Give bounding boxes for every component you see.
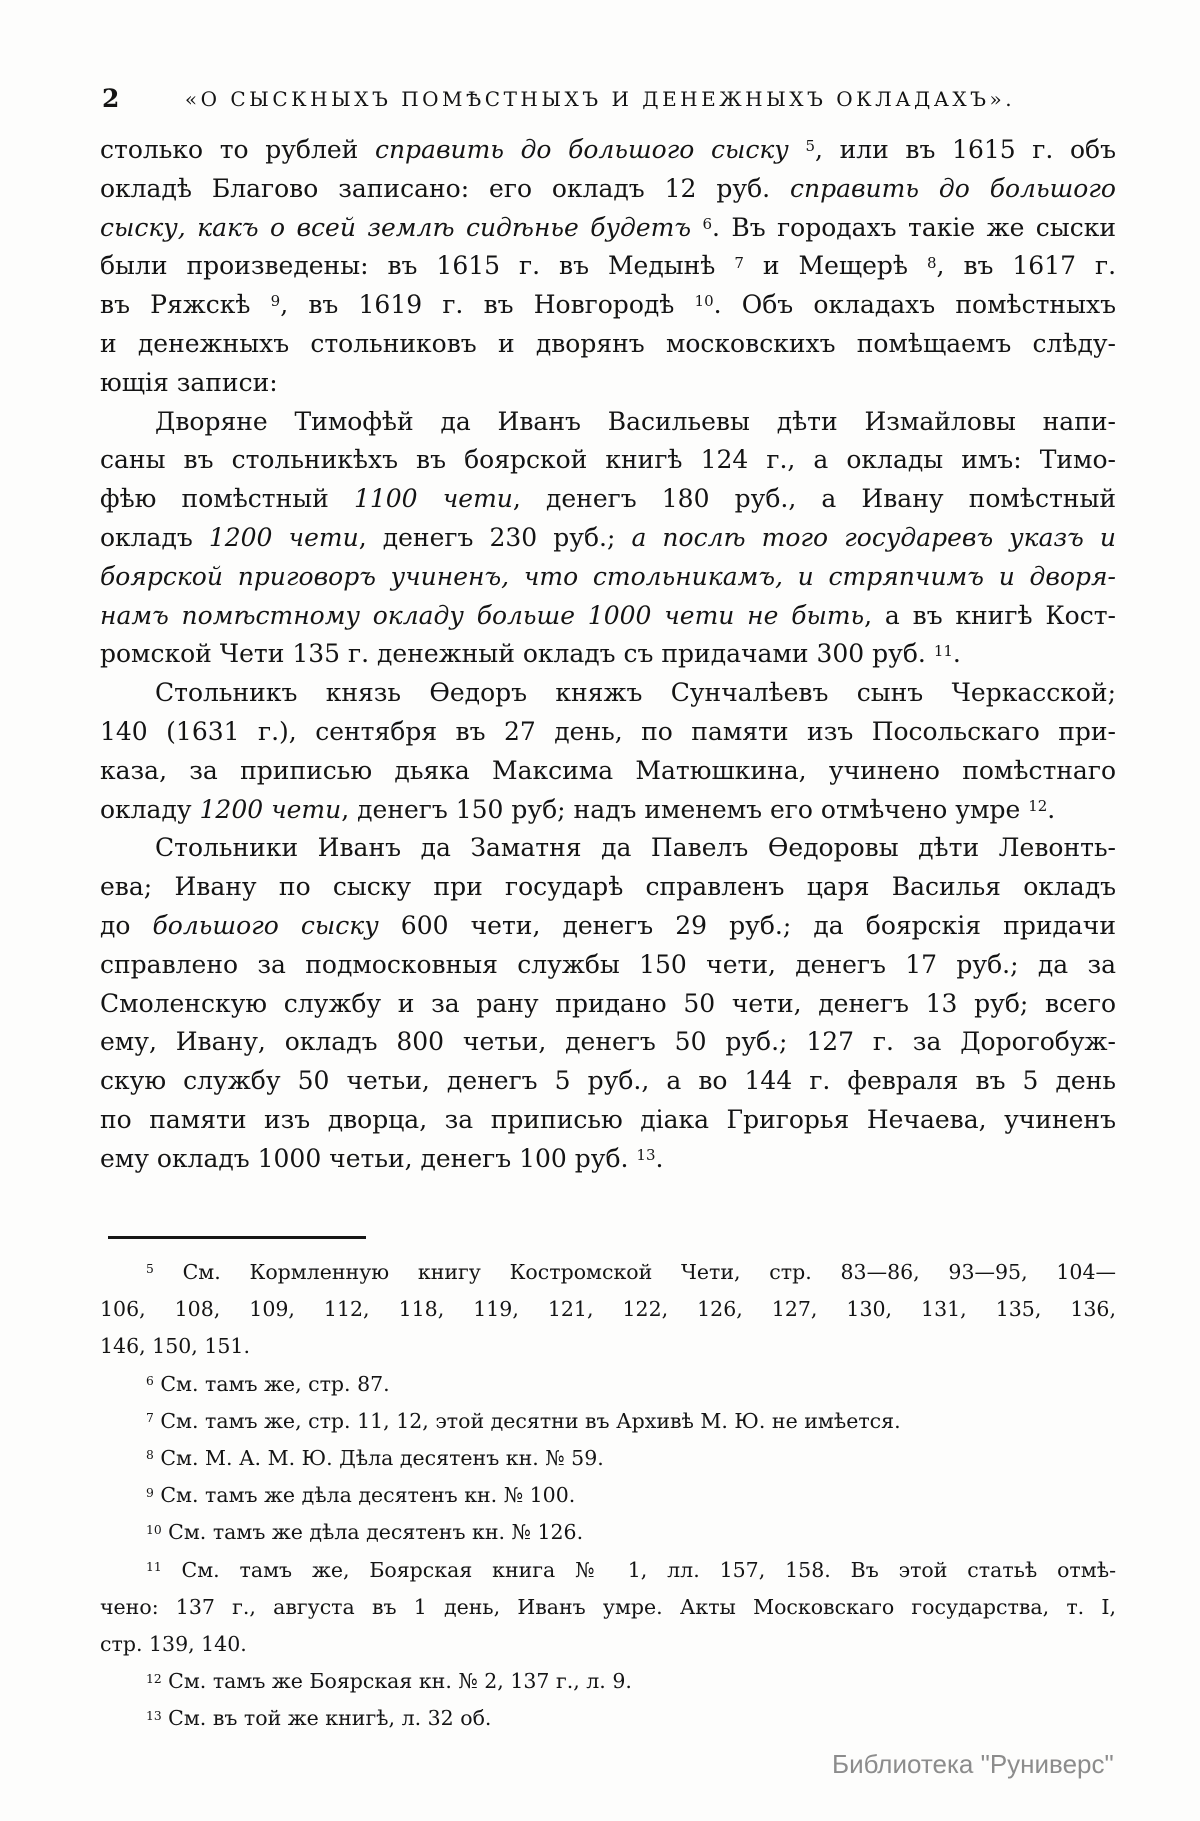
footnote — [100, 1552, 1116, 1664]
text-line — [100, 713, 1116, 752]
text-segment: справить до большого — [790, 173, 1116, 203]
footnote-line — [100, 1626, 1116, 1663]
text-line — [100, 946, 1116, 985]
text-line — [100, 325, 1116, 364]
running-header: «О СЫСКНЫХЪ ПОМѢСТНЫХЪ И ДЕНЕЖНЫХЪ ОКЛАДАХЪ». — [184, 87, 1016, 111]
footnote-ref: 11 — [933, 641, 953, 660]
text-line — [100, 1101, 1116, 1140]
text-segment: 1200 чети — [199, 794, 342, 824]
text-segment: . — [655, 1143, 664, 1173]
text-segment: , а въ книгѣ Кост- — [864, 600, 1116, 630]
text-line — [100, 519, 1116, 558]
text-segment: фѣю помѣстный — [100, 484, 354, 514]
text-segment: См. Кормленную книгу Костромской Чети, стр. 83—86, 93—95, 104— — [153, 1260, 1116, 1284]
text-segment: , денегъ 230 руб.; — [358, 522, 632, 552]
text-segment: сыску, какъ о всей землѣ сидѣнье будетъ — [100, 212, 703, 242]
text-segment: ющія записи: — [100, 367, 278, 397]
text-segment: . — [1047, 794, 1056, 824]
text-segment: ему, Ивану, окладъ 800 четьи, денегъ 50 руб.; 127 г. за Дорогобуж- — [100, 1027, 1116, 1057]
text-segment: скую службу 50 четьи, денегъ 5 руб., а во 144 г. февраля въ 5 день — [100, 1066, 1116, 1096]
text-line — [100, 170, 1116, 209]
text-segment: , въ 1617 г. — [936, 251, 1117, 281]
footnote-ref: 10 — [146, 1522, 162, 1537]
footnote-line — [100, 1440, 1116, 1477]
footnote — [100, 1700, 1116, 1737]
text-line — [100, 1023, 1116, 1062]
footnote — [100, 1403, 1116, 1440]
footnote-separator-rule — [108, 1236, 366, 1239]
text-segment: См. тамъ же Боярская кн. № 2, 137 г., л. 9. — [161, 1669, 632, 1694]
footnote — [100, 1254, 1116, 1366]
footnote-ref: 5 — [805, 137, 815, 156]
text-segment: , или въ 1615 г. объ — [814, 135, 1116, 164]
text-segment: были произведены: въ 1615 г. въ Медынѣ — [100, 251, 735, 281]
text-line — [100, 829, 1116, 868]
footnote-ref: 8 — [146, 1448, 154, 1463]
text-segment: , въ 1619 г. въ Новгородѣ — [280, 290, 695, 320]
text-line — [100, 247, 1116, 286]
footnote-ref: 8 — [926, 253, 937, 272]
text-segment: 146, 150, 151. — [100, 1334, 250, 1359]
text-segment: ева; Ивану по сыску при государѣ справленъ царя Василья окладъ — [100, 872, 1116, 902]
footnote-ref: 13 — [146, 1708, 162, 1723]
paragraph — [100, 829, 1116, 1178]
text-line — [100, 558, 1116, 597]
footnote-line — [100, 1589, 1116, 1626]
text-segment: по памяти изъ дворца, за приписью діака Григорья Нечаева, учиненъ — [100, 1104, 1116, 1134]
text-line — [100, 209, 1116, 248]
page-header — [0, 82, 1200, 116]
text-line — [100, 480, 1116, 519]
footnote — [100, 1663, 1116, 1700]
footnote-ref: 10 — [694, 292, 714, 311]
text-segment: стр. 139, 140. — [100, 1632, 247, 1657]
footnote-ref: 12 — [146, 1671, 162, 1686]
footnote-line — [100, 1477, 1116, 1514]
footnote-line — [100, 1403, 1116, 1440]
text-segment: справить до большого сыску — [374, 135, 806, 164]
text-segment: въ Ряжскѣ — [100, 290, 271, 320]
text-segment: 106, 108, 109, 112, 118, 119, 121, 122, 126, 127, 130, 131, 135, 136, — [100, 1297, 1116, 1322]
footnote-ref: 7 — [146, 1411, 154, 1426]
paragraph — [100, 403, 1116, 675]
text-line — [100, 403, 1116, 442]
text-segment: См. тамъ же дѣла десятенъ кн. № 126. — [161, 1520, 584, 1545]
text-line — [100, 907, 1116, 946]
footnote-line — [100, 1663, 1116, 1700]
footnote-ref: 12 — [1028, 796, 1048, 815]
text-segment: См. тамъ же дѣла десятенъ кн. № 100. — [153, 1483, 576, 1508]
text-segment: Стольники Иванъ да Заматня да Павелъ Ѳедоровы дѣти Левонть- — [155, 833, 1116, 863]
text-segment: окладу — [100, 794, 200, 824]
footnote-line — [100, 1254, 1116, 1291]
text-line — [100, 364, 1116, 403]
footnote-ref: 9 — [270, 292, 281, 311]
text-line — [100, 791, 1116, 830]
footnote-line — [100, 1552, 1116, 1589]
footnote-line — [100, 1328, 1116, 1365]
body-text — [100, 131, 1116, 1179]
text-segment: , денегъ 150 руб; надъ именемъ его отмѣчено умре — [341, 794, 1029, 824]
text-segment: боярской приговоръ учиненъ, что стольникамъ, и стряпчимъ и дворя- — [100, 561, 1116, 591]
text-segment: до — [100, 910, 153, 940]
footnotes-block — [100, 1254, 1116, 1738]
text-segment: . Объ окладахъ помѣстныхъ — [713, 290, 1116, 320]
text-segment: . — [952, 639, 961, 669]
footnote-ref: 6 — [702, 214, 712, 233]
paragraph — [100, 674, 1116, 829]
text-line — [100, 286, 1116, 325]
footnote — [100, 1366, 1116, 1403]
footnote-line — [100, 1514, 1116, 1551]
text-segment: См. тамъ же, стр. 87. — [153, 1371, 390, 1396]
text-segment: окладъ — [100, 522, 209, 552]
text-segment: 1200 чети — [208, 522, 359, 552]
footnote — [100, 1477, 1116, 1514]
text-segment: ромской Чети 135 г. денежный окладъ съ придачами 300 руб. — [100, 639, 934, 669]
text-line — [100, 985, 1116, 1024]
footnote-ref: 5 — [146, 1262, 154, 1277]
footnote-ref: 9 — [146, 1485, 154, 1500]
text-line — [100, 674, 1116, 713]
text-segment: а послѣ того государевъ указъ и — [631, 522, 1116, 552]
text-segment: окладѣ Благово записано: его окладъ 12 руб. — [100, 173, 790, 203]
footnote — [100, 1514, 1116, 1551]
text-segment: См. въ той же книгѣ, л. 32 об. — [161, 1706, 492, 1731]
text-segment: См. М. А. М. Ю. Дѣла десятенъ кн. № 59. — [153, 1446, 604, 1471]
footnote-ref: 11 — [146, 1560, 162, 1575]
text-line — [100, 1062, 1116, 1101]
paragraph — [100, 131, 1116, 403]
library-watermark: Библиотека "Руниверс" — [832, 1749, 1114, 1779]
footnote-ref: 6 — [146, 1374, 154, 1389]
text-segment: Стольникъ князь Ѳедоръ княжъ Сунчалѣевъ сынъ Черкасской; — [155, 678, 1116, 708]
text-segment: и Мещерѣ — [743, 251, 927, 281]
text-segment: 600 чети, денегъ 29 руб.; да боярскія придачи — [378, 910, 1116, 940]
page-number: 2 — [102, 84, 120, 113]
text-segment: каза, за приписью дьяка Максима Матюшкина, учинено помѣстнаго — [100, 755, 1116, 785]
footnote-ref: 7 — [734, 253, 744, 272]
footnote-ref: 13 — [636, 1145, 656, 1164]
footnote — [100, 1440, 1116, 1477]
text-line — [100, 597, 1116, 636]
text-segment: саны въ стольникѣхъ въ боярской книгѣ 124 г., а оклады имъ: Тимо- — [100, 445, 1116, 475]
text-segment: См. тамъ же, стр. 11, 12, этой десятни въ Архивѣ М. Ю. не имѣется. — [153, 1408, 901, 1433]
text-segment: 1100 чети — [353, 484, 513, 514]
text-segment: ему окладъ 1000 четьи, денегъ 100 руб. — [100, 1143, 637, 1173]
text-segment: большого сыску — [152, 910, 379, 940]
text-line — [100, 131, 1116, 170]
text-line — [100, 752, 1116, 791]
text-line — [100, 635, 1116, 674]
text-segment: намъ помѣстному окладу больше 1000 чети не быть — [100, 600, 865, 630]
text-segment: См. тамъ же, Боярская книга № 1, лл. 157, 158. Въ этой статьѣ отмѣ- — [161, 1557, 1116, 1582]
footnote-line — [100, 1366, 1116, 1403]
footnote-line — [100, 1291, 1116, 1328]
text-segment: Смоленскую службу и за рану придано 50 чети, денегъ 13 руб; всего — [100, 988, 1116, 1018]
text-line — [100, 441, 1116, 480]
text-line — [100, 1140, 1116, 1179]
text-segment: Дворяне Тимофѣй да Иванъ Васильевы дѣти Измайловы напи- — [155, 406, 1116, 436]
text-segment: справлено за подмосковныя службы 150 чети, денегъ 17 руб.; да за — [100, 949, 1116, 979]
text-segment: , денегъ 180 руб., а Ивану помѣстный — [512, 484, 1117, 514]
text-segment: чено: 137 г., августа въ 1 день, Иванъ умре. Акты Московскаго государства, т. I, — [100, 1594, 1116, 1619]
footnote-line — [100, 1700, 1116, 1737]
text-segment: и денежныхъ стольниковъ и дворянъ московскихъ помѣщаемъ слѣду- — [100, 328, 1116, 358]
text-segment: 140 (1631 г.), сентября въ 27 день, по памяти изъ Посольскаго при- — [100, 716, 1116, 746]
text-segment: . Въ городахъ такіе же сыски — [712, 212, 1116, 242]
text-segment: столько то рублей — [100, 135, 375, 164]
text-line — [100, 868, 1116, 907]
